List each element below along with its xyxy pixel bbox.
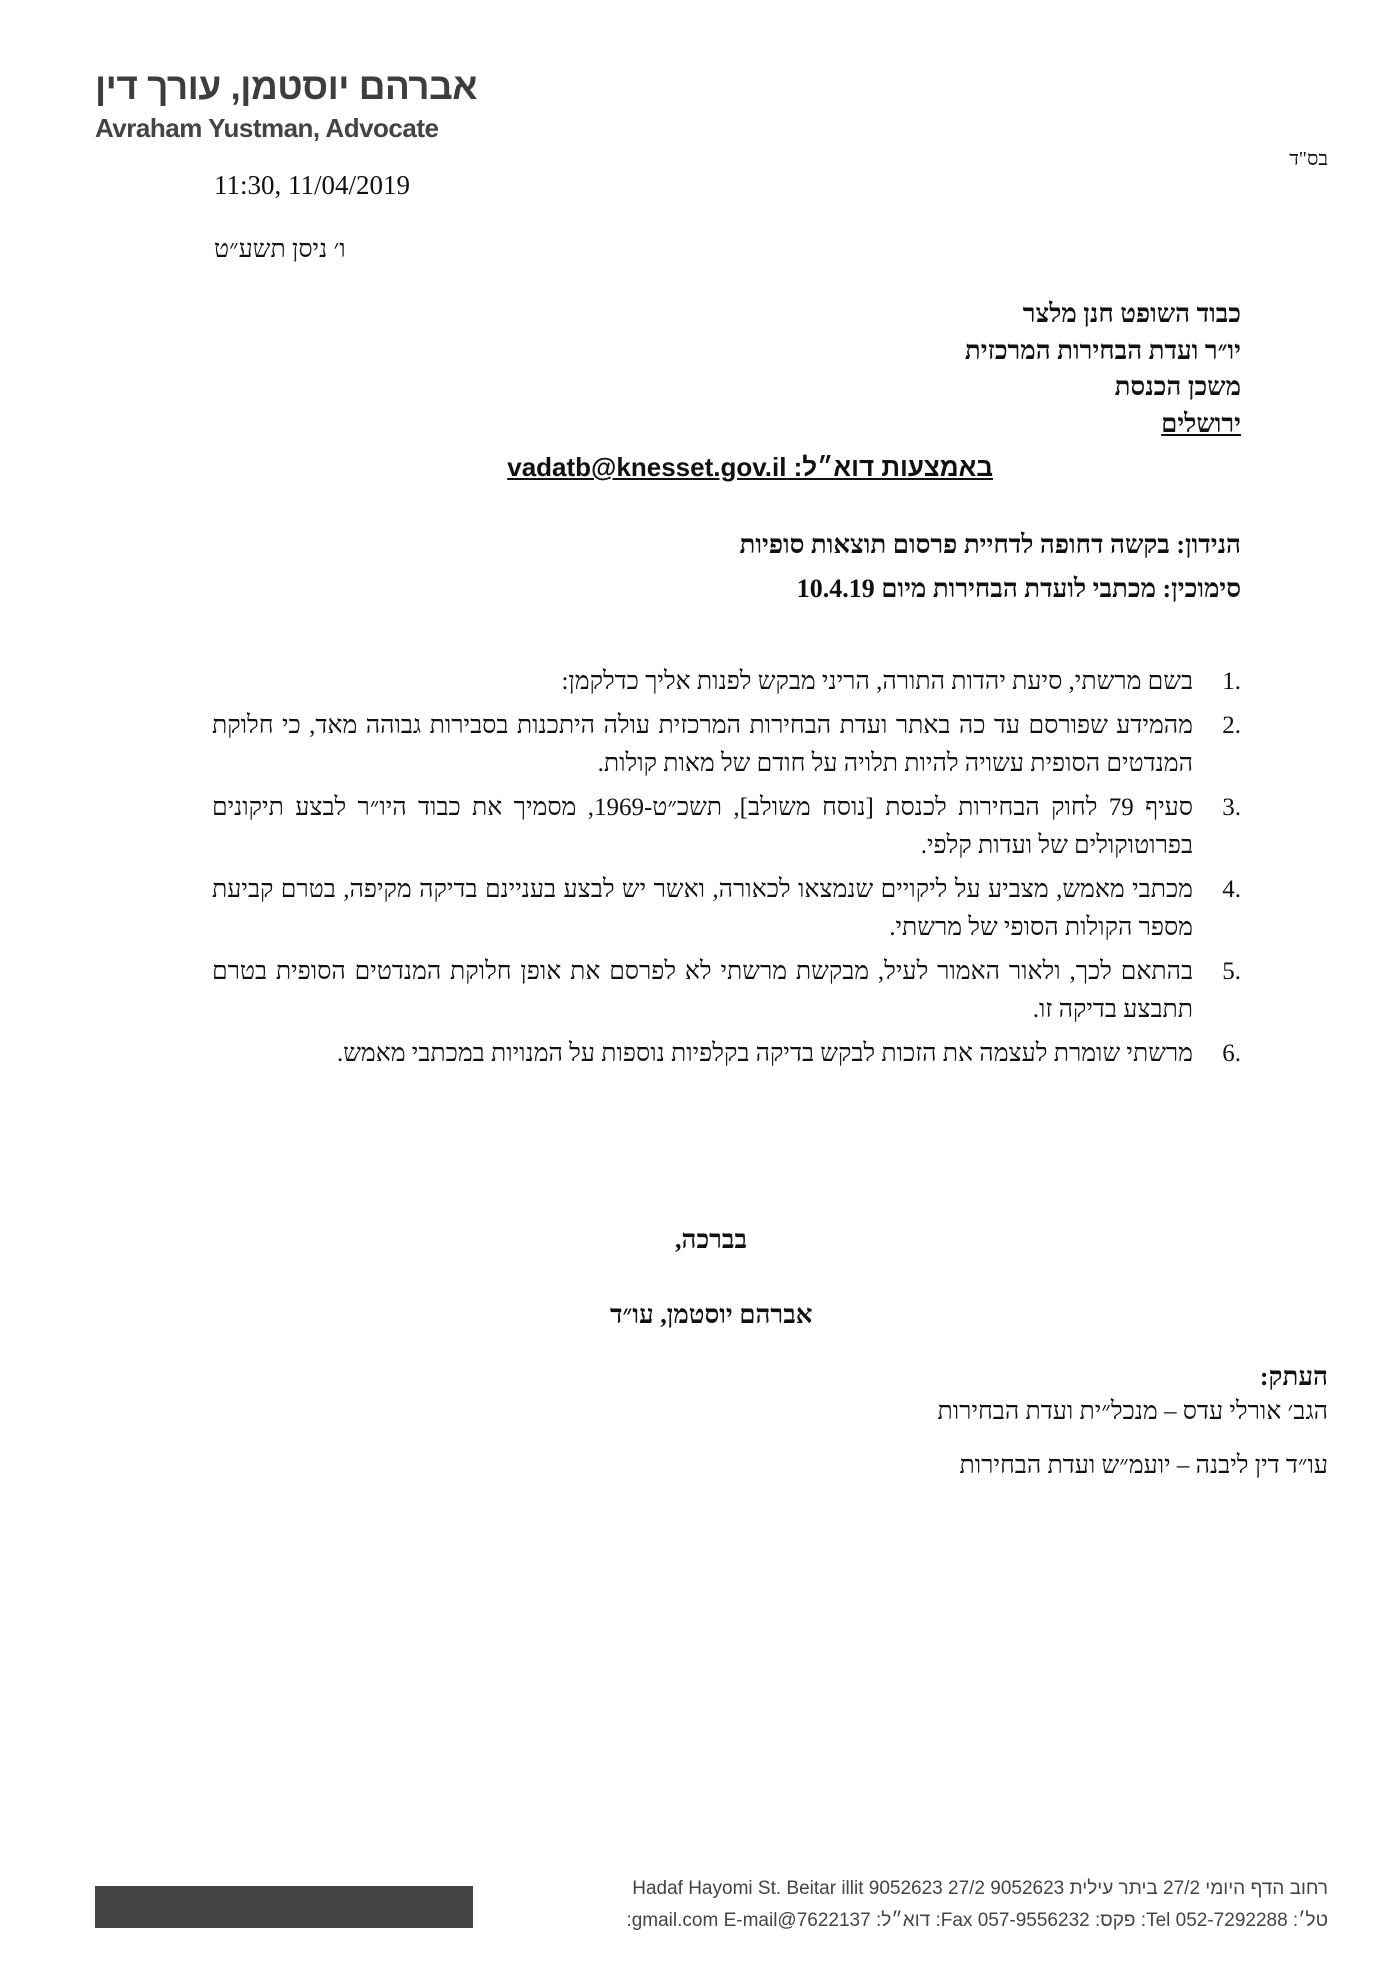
addressee-city: ירושלים (1161, 408, 1241, 438)
footer-address: רחוב הדף היומי 27/2 ביתר עילית 9052623 27/2 Hadaf Hayomi St. Beitar illit 9052623 (632, 1878, 1328, 1899)
letterhead-name-english: Avraham Yustman, Advocate (95, 113, 439, 143)
list-item (212, 789, 1241, 865)
item-text: מרשתי שומרת לעצמה את הזכות לבקש בדיקה בקלפיות נוספות על המנויות במכתבי מאמש. (336, 1040, 1193, 1067)
reference-line: סימוכין: מכתבי לועדת הבחירות מיום 10.4.19 (796, 574, 1241, 603)
date-time: 11:30, 11/04/2019 (214, 170, 411, 200)
cc-title: העתק: (1259, 1362, 1328, 1391)
item-text: בשם מרשתי, סיעת יהדות התורה, הריני מבקש לפנות אליך כדלקמן: (561, 668, 1193, 695)
list-item (212, 953, 1241, 1029)
hebrew-date: ו׳ ניסן תשע״ט (214, 236, 346, 263)
addressee-line: יו״ר ועדת הבחירות המרכזית (964, 335, 1241, 365)
via-email-line[interactable]: באמצעות דוא״ל: vadatb@knesset.gov.il (507, 452, 993, 482)
item-number: 4. (1222, 876, 1241, 903)
footer-bar (95, 1886, 473, 1928)
list-item (212, 1035, 1241, 1073)
list-item (212, 707, 1241, 783)
addressee-line: משכן הכנסת (1114, 372, 1241, 401)
list-item (212, 871, 1241, 947)
item-number: 2. (1222, 712, 1241, 739)
item-text: מכתבי מאמש, מצביע על ליקויים שנמצאו לכאורה, ואשר יש לבצע בעניינם בדיקה מקיפה, בטרם קביעת מספר הקולות הסופי של מרשתי. (212, 876, 1193, 941)
list-item (212, 663, 1241, 701)
item-text: בהתאם לכך, ולאור האמור לעיל, מבקשת מרשתי לא לפרסם את אופן חלוקת המנדטים הסופית בטרם תתבצע בדיקה זו. (212, 958, 1193, 1023)
cc-recipient: הגב׳ אורלי עדס – מנכל״ית ועדת הבחירות (937, 1398, 1328, 1425)
bsd-mark: בס"ד (1289, 148, 1328, 170)
signature: אברהם יוסטמן, עו״ד (610, 1300, 813, 1329)
letterhead-name-hebrew: אברהם יוסטמן, עורך דין (95, 66, 477, 107)
item-number: 6. (1222, 1040, 1241, 1067)
item-number: 5. (1222, 958, 1241, 985)
item-text: סעיף 79 לחוק הבחירות לכנסת [נוסח משולב], תשכ״ט-1969, מסמיך את כבוד היו״ר לבצע תיקונים בפרוטוקולים של ועדות קלפי. (212, 794, 1193, 859)
addressee-line: כבוד השופט חנן מלצר (1022, 299, 1241, 328)
closing-greeting: בברכה, (675, 1225, 747, 1254)
item-number: 3. (1222, 794, 1241, 821)
subject-line: הנידון: בקשה דחופה לדחיית פרסום תוצאות סופיות (739, 530, 1241, 559)
item-number: 1. (1222, 668, 1241, 695)
numbered-list (212, 663, 1241, 1079)
item-text: מהמידע שפורסם עד כה באתר ועדת הבחירות המרכזית עולה היתכנות בסבירות גבוהה מאד, כי חלוקת המנדטים הסופית עשויה להיות תלויה על חודם של מאות קולות. (212, 712, 1193, 777)
addressee-block (965, 296, 1241, 442)
cc-recipient: עו״ד דין ליבנה – יועמ״ש ועדת הבחירות (959, 1452, 1328, 1479)
footer-contact: טל׳: 052-7292288 Tel: פקס: 057-9556232 Fax: דוא״ל: 7622137@gmail.com E-mail: (626, 1910, 1328, 1931)
